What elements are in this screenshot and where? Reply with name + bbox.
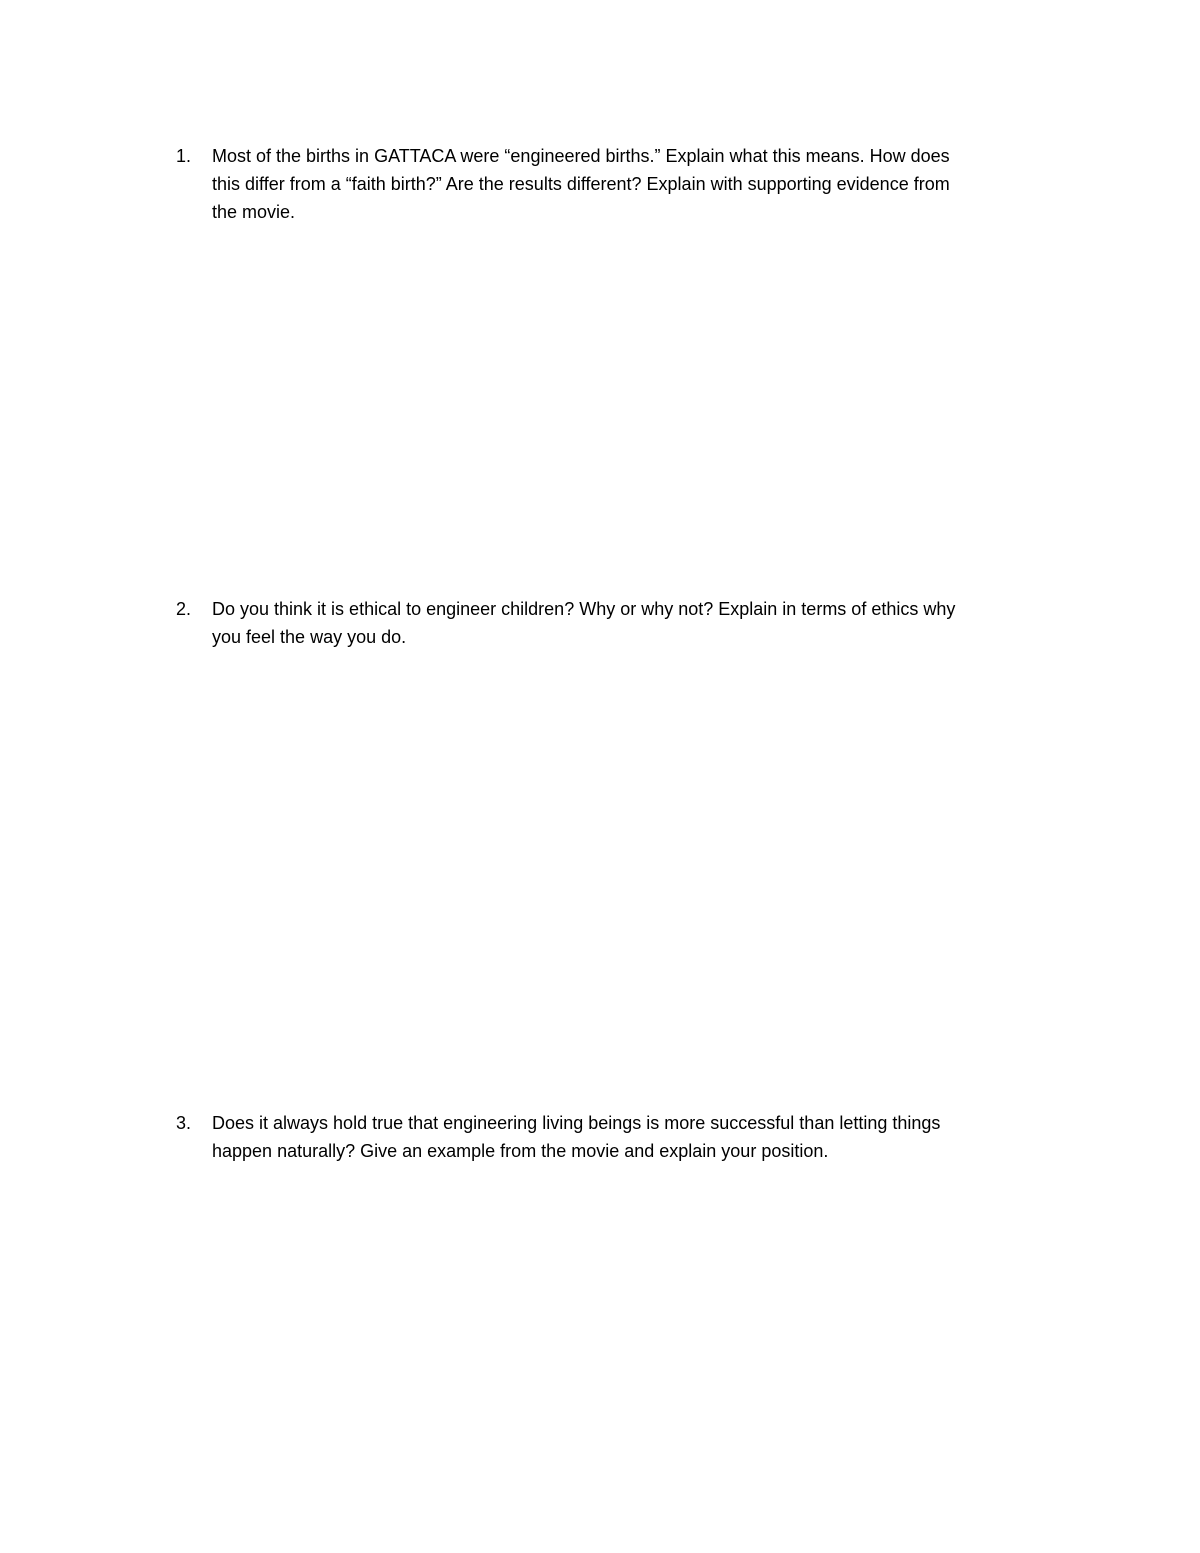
question-2-number: 2.: [176, 599, 192, 619]
question-3-number: 3.: [176, 1113, 192, 1133]
question-2-line-2: you feel the way you do.: [212, 627, 407, 647]
question-3: [176, 1109, 1076, 1165]
question-1-number: 1.: [176, 146, 192, 166]
question-3-line-2: happen naturally? Give an example from the movie and explain your position.: [212, 1141, 829, 1161]
question-1: [176, 142, 1076, 226]
question-1-line-2: this differ from a “faith birth?” Are the results different? Explain with supporting evidence from: [212, 174, 950, 194]
question-2-line-1: Do you think it is ethical to engineer children? Why or why not? Explain in terms of ethics why: [212, 599, 956, 619]
question-2: [176, 595, 1076, 651]
question-1-line-1: Most of the births in GATTACA were “engineered births.” Explain what this means. How does: [212, 146, 950, 166]
question-1-line-3: the movie.: [212, 202, 296, 222]
question-3-line-1: Does it always hold true that engineering living beings is more successful than letting things: [212, 1113, 941, 1133]
